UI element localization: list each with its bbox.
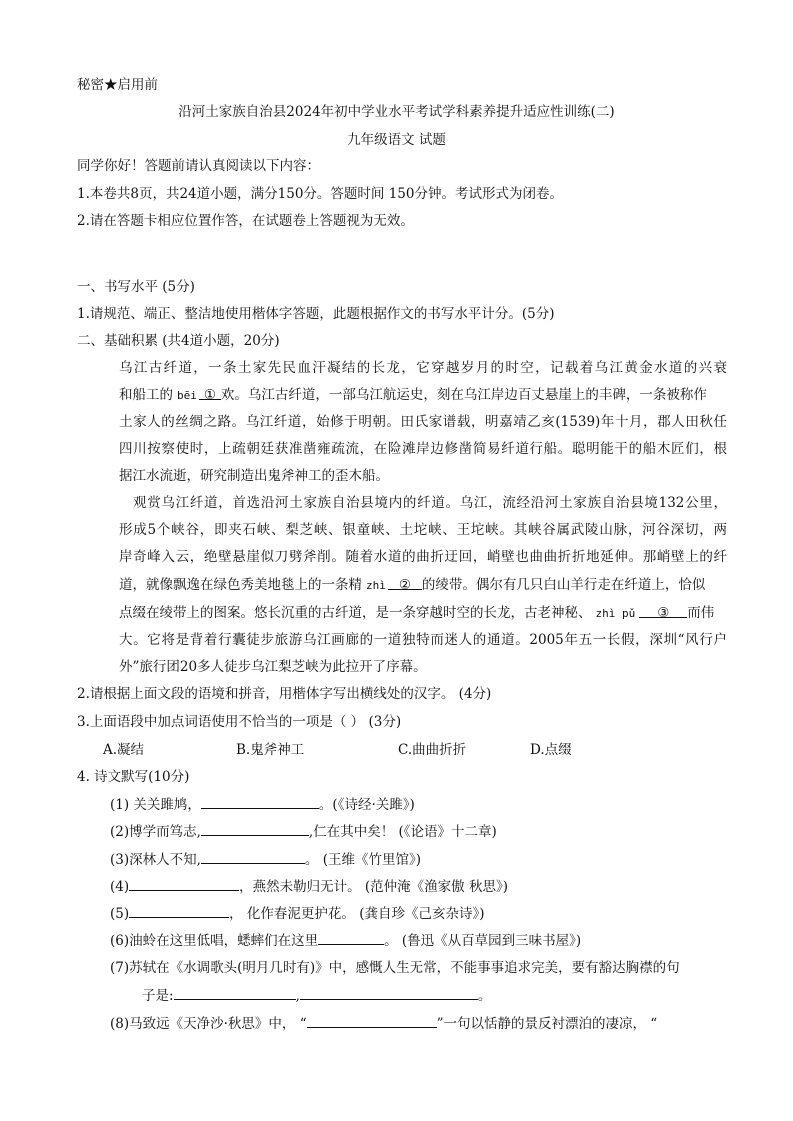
item-text: (1) 关关雎鸠，	[110, 797, 201, 813]
blank-number: ③	[657, 605, 670, 621]
pinyin-hint: zhì	[366, 579, 386, 592]
passage-text: 欢。乌江古纤道，一部乌江航运史，刻在乌江岸边百丈悬崖上的丰碑，一条被称作	[220, 387, 707, 403]
option-d: D.点缀	[530, 742, 572, 758]
answer-blank	[129, 876, 239, 891]
exam-subtitle: 九年级语文 试题	[347, 132, 446, 148]
passage-line: 外”旅行团20多人徒步乌江梨芝峡为此拉开了序幕。	[119, 659, 427, 675]
passage-text: 的绫带。偶尔有几只白山羊行走在纤道上，恰似	[421, 577, 706, 593]
passage-line: 土家人的丝绸之路。乌江纤道，始修于明朝。田氏家谱载，明嘉靖乙亥(1539)年十月，郡人田秋任	[119, 414, 727, 430]
answer-blank	[201, 821, 309, 836]
pinyin-hint: bēi	[177, 389, 197, 402]
exam-title: 沿河土家族自治县2024年初中学业水平考试学科素养提升适应性训练(二)	[178, 104, 615, 120]
passage-line: 大。它将是背着行囊徒步旅游乌江画廊的一道独特而迷人的通道。2005年五一长假，深圳“风行户	[119, 632, 727, 648]
recitation-item	[110, 930, 581, 951]
answer-blank	[174, 985, 296, 1000]
answer-blank	[129, 903, 229, 918]
recitation-item	[110, 821, 497, 842]
option-a: A.凝结	[103, 742, 145, 758]
item-text: 。	[477, 988, 492, 1004]
answer-blank	[388, 575, 422, 593]
passage-line	[119, 575, 705, 596]
item-source: ，燕然未勒归无计。 (范仲淹《渔家傲 秋思》)	[239, 879, 508, 895]
option-b: B.鬼斧神工	[236, 742, 305, 758]
answer-blank	[318, 930, 384, 945]
confidential-label: 秘密★启用前	[77, 77, 158, 93]
recitation-item	[110, 903, 485, 924]
recitation-item	[110, 849, 421, 870]
passage-line: 形成5个峡谷，即夹石峡、梨芝峡、银童峡、土坨峡、王坨峡。其峡谷属武陵山脉，河谷深切，两	[119, 522, 727, 538]
passage-line	[119, 385, 707, 406]
answer-blank	[201, 794, 319, 809]
question-1: 1.请规范、端正、整洁地使用楷体字答题，此题根据作文的书写水平计分。(5分)	[77, 306, 555, 322]
recitation-item: (7)苏轼在《水调歌头(明月几时有)》中，感慨人生无常，不能事事追求完美，要有豁达胸襟的句	[110, 960, 680, 976]
passage-line	[119, 603, 714, 624]
passage-line: 岸奇峰入云，绝壁悬崖似刀劈斧削。随着水道的曲折迂回，峭壁也曲曲折折地延伸。那峭壁上的纤	[119, 549, 727, 565]
instruction-item: 1.本卷共8页，共24道小题，满分150分。答题时间 150分钟。考试形式为闭卷。	[77, 186, 563, 202]
item-source: 。 (鲁迅《从百草园到三味书屋》)	[384, 933, 582, 949]
item-text: (8)马致远《天净沙·秋思》中， “	[110, 1016, 307, 1032]
blank-number: ②	[398, 577, 411, 593]
recitation-item	[110, 876, 508, 897]
item-text: ”一句以恬静的景反衬漂泊的凄凉， “	[436, 1016, 658, 1032]
section-heading: 一、书写水平 (5分)	[77, 279, 195, 295]
item-text: (4)	[110, 879, 130, 895]
item-text: ,	[295, 988, 300, 1004]
passage-text: 和船工的	[119, 387, 173, 403]
pinyin-hint: zhì pǔ	[595, 607, 636, 620]
passage-text: 点缀在绫带上的图案。悠长沉重的古纤道，是一条穿越时空的长龙，古老神秘、	[119, 605, 592, 621]
instruction-item: 2.请在答题卡相应位置作答，在试题卷上答题视为无效。	[77, 213, 414, 229]
item-source: ,仁在其中矣！ (《论语》十二章)	[308, 824, 497, 840]
question-3: 3.上面语段中加点词语使用不恰当的一项是（ ） (3分)	[77, 714, 402, 730]
item-source: 。 (王维《竹里馆》)	[304, 852, 421, 868]
passage-line: 乌江古纤道，一条土家先民血汗凝结的长龙，它穿越岁月的时空，记载着乌江黄金水道的兴衰	[119, 360, 727, 376]
item-text: (6)油蛉在这里低唱，蟋蟀们在这里	[110, 933, 319, 949]
instructions-intro: 同学你好！答题前请认真阅读以下内容：	[77, 158, 320, 174]
passage-line: 观赏乌江纤道，首选沿河土家族自治县境内的纤道。乌江，流经沿河土家族自治县境132公里，	[133, 495, 727, 511]
item-source: ， 化作春泥更护花。 (龚自珍《己亥杂诗》)	[229, 906, 485, 922]
answer-blank	[201, 849, 305, 864]
recitation-item	[142, 985, 491, 1006]
question-4: 4. 诗文默写(10分)	[77, 769, 190, 785]
passage-text: 道，就像飘逸在绿色秀美地毯上的一条精	[119, 577, 362, 593]
item-text: (3)深林人不知,	[110, 852, 201, 868]
answer-blank	[307, 1013, 437, 1028]
item-text: (2)博学而笃志,	[110, 824, 201, 840]
answer-blank	[300, 985, 478, 1000]
recitation-item	[110, 1013, 657, 1034]
question-2: 2.请根据上面文段的语境和拼音，用楷体字写出横线处的汉字。 (4分)	[77, 686, 492, 702]
item-source: 。(《诗经·关雎》)	[318, 797, 415, 813]
blank-number: ①	[203, 387, 216, 403]
section-heading: 二、基础积累 (共4道小题，20分)	[77, 333, 280, 349]
passage-line: 四川按察使时，上疏朝廷获准凿雍疏流，在险滩岸边修凿简易纤道行船。聪明能干的船木匠们，根	[119, 441, 727, 457]
answer-blank	[199, 385, 221, 403]
recitation-item	[110, 794, 415, 815]
item-text: (5)	[110, 906, 130, 922]
option-c: C.曲曲折折	[398, 742, 467, 758]
item-text: 子是:	[142, 988, 174, 1004]
answer-blank	[639, 603, 687, 621]
passage-line: 据江水流逝，研究制造出鬼斧神工的歪木船。	[119, 468, 389, 484]
passage-text: 而伟	[687, 605, 715, 621]
